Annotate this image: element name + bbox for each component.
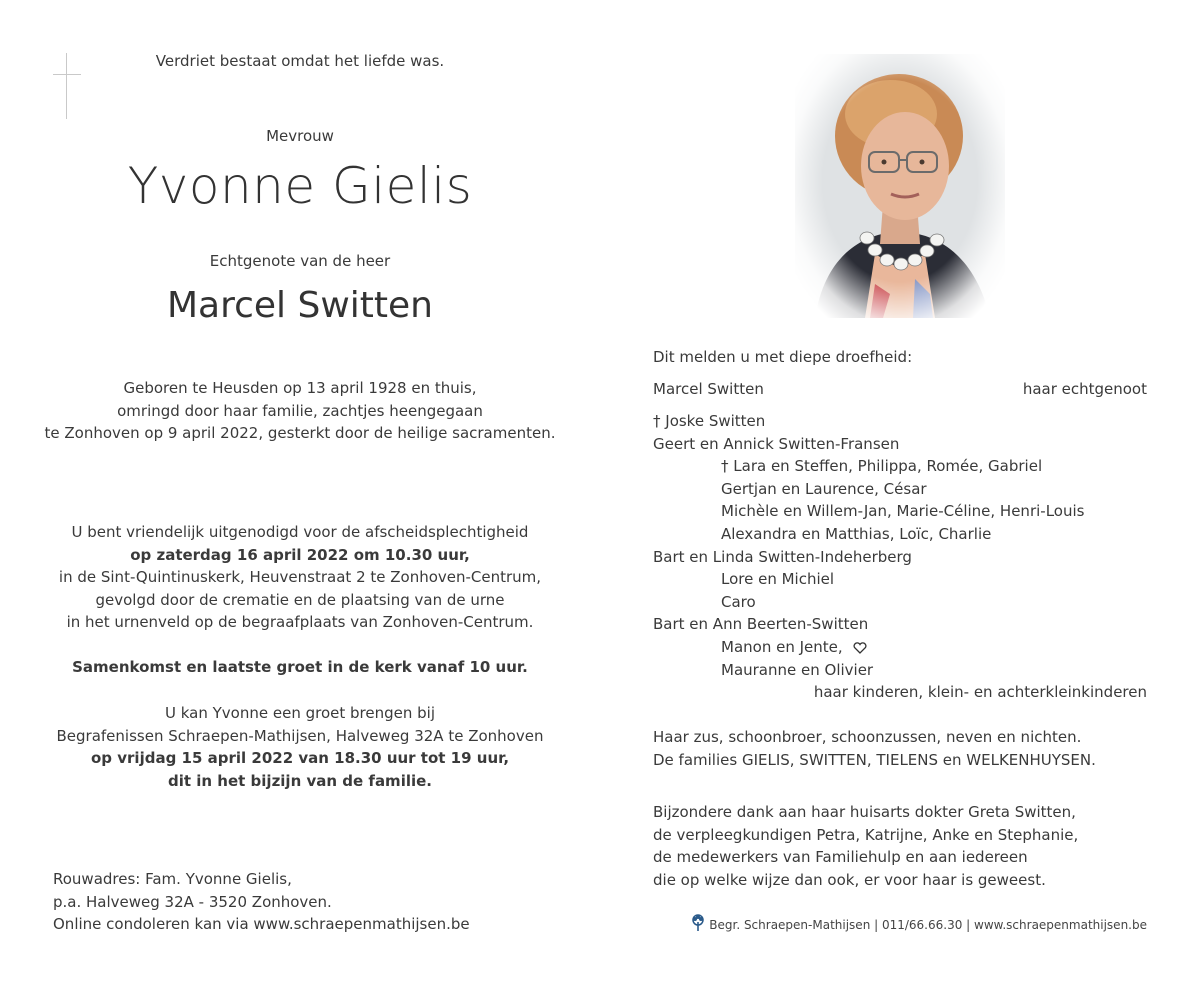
family-line: Caro (721, 592, 756, 611)
family-line: Gertjan en Laurence, César (721, 479, 927, 498)
family-line: Bart en Linda Switten-Indeherberg (653, 547, 912, 566)
thanks-line: Bijzondere dank aan haar huisarts dokter Greta Switten, (653, 803, 1076, 821)
ceremony-line: U bent vriendelijk uitgenodigd voor de afscheidsplechtigheid (71, 523, 529, 541)
deceased-name: Yvonne Gielis (127, 157, 473, 215)
cross-icon (66, 53, 67, 119)
family-line: † Joske Switten (653, 412, 766, 430)
family-line: † Lara en Steffen, Philippa, Romée, Gabriel (721, 457, 1043, 476)
address-line: Online condoleren kan via www.schraepenmathijsen.be (53, 915, 470, 934)
spouse-intro: Echtgenote van de heer (209, 252, 391, 270)
birth-text (40, 377, 560, 445)
family-line-text: Manon en Jente, (721, 637, 843, 656)
thanks-line: de medewerkers van Familiehulp en aan iedereen (653, 848, 1028, 867)
family-line: Michèle en Willem-Jan, Marie-Céline, Henri-Louis (721, 502, 1085, 521)
spouse-row-name: Marcel Switten (653, 380, 764, 398)
address-line: p.a. Halveweg 32A - 3520 Zonhoven. (53, 892, 332, 911)
gathering-text: Samenkomst en laatste groet in de kerk vanaf 10 uur. (72, 658, 528, 676)
visit-line: Begrafenissen Schraepen-Mathijsen, Halveweg 32A te Zonhoven (56, 726, 544, 745)
ceremony-date: op zaterdag 16 april 2022 om 10.30 uur, (130, 545, 470, 564)
birth-line: Geboren te Heusden op 13 april 1928 en thuis, (123, 379, 477, 397)
spouse-row (653, 378, 1153, 401)
extended-line: Haar zus, schoonbroer, schoonzussen, neven en nichten. (653, 728, 1082, 746)
spouse-row-relation: haar echtgenoot (1022, 380, 1147, 398)
family-line-with-heart (653, 636, 1153, 659)
family-line: Lore en Michiel (721, 570, 835, 589)
cross-icon-bar (53, 74, 81, 75)
visit-text (40, 702, 560, 792)
footer-credit (690, 914, 1147, 932)
portrait-photo (795, 54, 1005, 318)
family-line: Geert en Annick Switten-Fransen (653, 434, 900, 453)
visit-date: op vrijdag 15 april 2022 van 18.30 uur tot 19 uur, (90, 749, 510, 768)
thanks-text (653, 801, 1153, 891)
birth-line: te Zonhoven op 9 april 2022, gesterkt door de heilige sacramenten. (44, 424, 556, 443)
footer-text: Begr. Schraepen-Mathijsen | 011/66.66.30 | www.schraepenmathijsen.be (709, 918, 1147, 932)
photo-vignette (795, 54, 1005, 318)
family-relation: haar kinderen, klein- en achterkleinkinderen (813, 683, 1147, 702)
ceremony-line: gevolgd door de crematie en de plaatsing van de urne (95, 590, 505, 609)
extended-family (653, 726, 1153, 771)
honorific: Mevrouw (266, 127, 334, 145)
motto: Verdriet bestaat omdat het liefde was. (155, 52, 445, 70)
family-list (653, 410, 1153, 704)
heart-icon (853, 642, 867, 654)
thanks-line: de verpleegkundigen Petra, Katrijne, Anke en Stephanie, (653, 825, 1079, 844)
family-line: Mauranne en Olivier (721, 660, 874, 679)
visit-line: U kan Yvonne een groet brengen bij (165, 704, 435, 722)
family-line: Alexandra en Matthias, Loïc, Charlie (721, 524, 992, 543)
spouse-name: Marcel Switten (166, 285, 433, 326)
family-line: Bart en Ann Beerten-Switten (653, 615, 869, 634)
extended-line: De families GIELIS, SWITTEN, TIELENS en WELKENHUYSEN. (653, 750, 1096, 769)
ceremony-text (40, 521, 560, 634)
birth-line: omringd door haar familie, zachtjes heengegaan (117, 401, 483, 420)
announcement: Dit melden u met diepe droefheid: (653, 348, 913, 366)
thanks-line: die op welke wijze dan ook, er voor haar is geweest. (653, 870, 1046, 889)
ceremony-line: in de Sint-Quintinuskerk, Heuvenstraat 2 te Zonhoven-Centrum, (58, 568, 542, 587)
address-line: Rouwadres: Fam. Yvonne Gielis, (53, 870, 292, 888)
tree-logo-icon (690, 914, 706, 932)
visit-line: dit in het bijzijn van de familie. (167, 771, 432, 790)
ceremony-line: in het urnenveld op de begraafplaats van Zonhoven-Centrum. (66, 613, 534, 632)
mourning-address (53, 868, 470, 936)
